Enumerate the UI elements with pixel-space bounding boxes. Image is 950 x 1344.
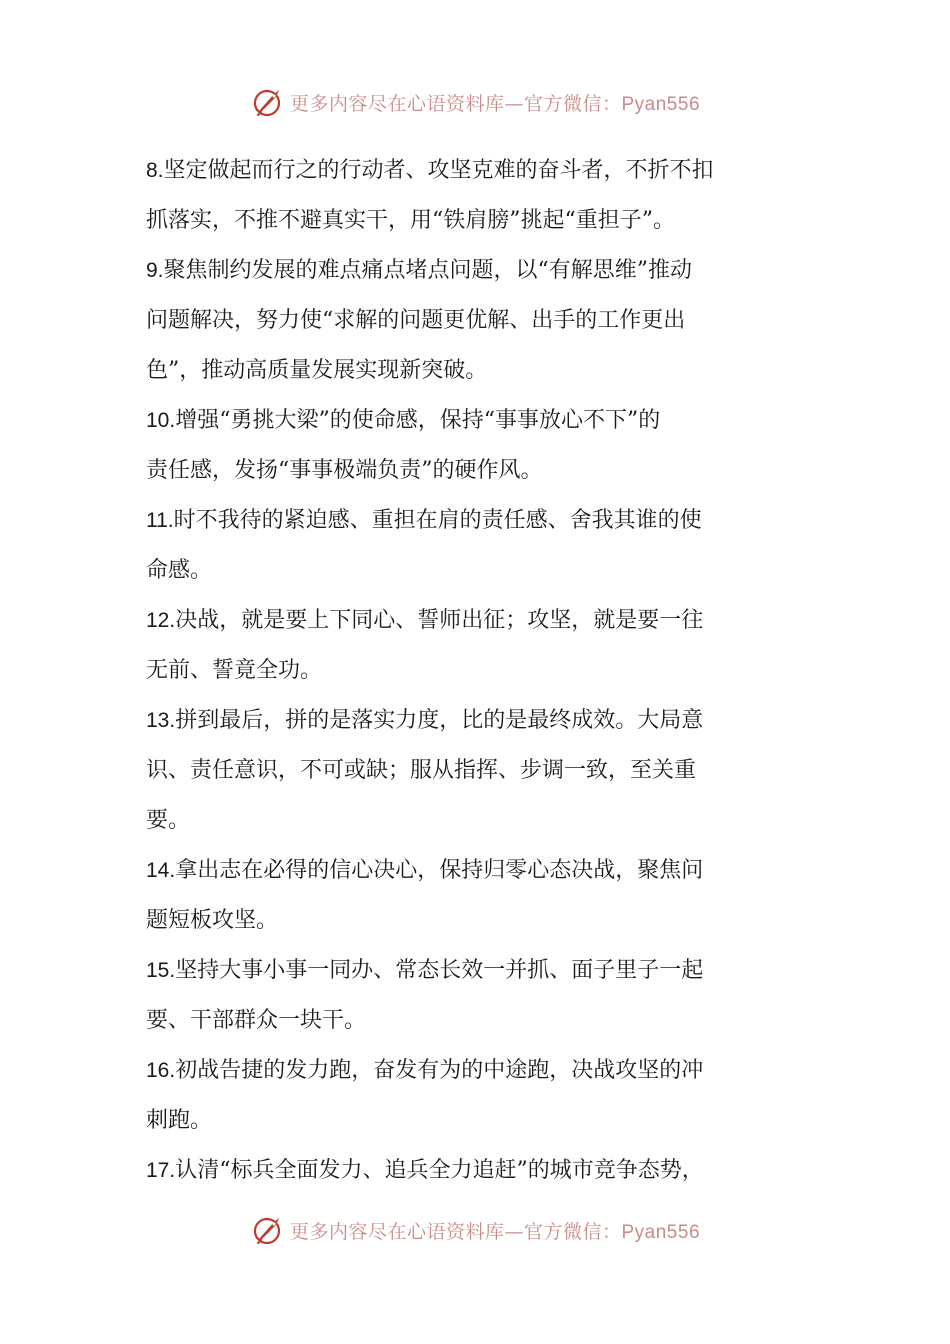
text-line <box>146 346 810 396</box>
pen-nib-logo-icon <box>250 1212 286 1248</box>
line-text: 聚焦制约发展的难点痛点堵点问题，以“有解思维”推动 <box>163 258 693 283</box>
line-text: 题短板攻坚。 <box>146 908 279 933</box>
line-text: 抓落实，不推不避真实干，用“铁肩膀”挑起“重担子”。 <box>146 208 675 233</box>
line-text: 无前、誓竟全功。 <box>146 658 323 683</box>
text-line <box>146 196 810 246</box>
line-text: 命感。 <box>146 558 213 583</box>
header-banner <box>0 82 950 122</box>
line-text: 要、干部群众一块干。 <box>146 1008 367 1033</box>
line-text: 认清“标兵全面发力、追兵全力追赶”的城市竞争态势， <box>175 1158 704 1183</box>
text-line <box>146 246 810 296</box>
item-number: 17. <box>146 1159 176 1182</box>
item-number: 14. <box>146 859 176 882</box>
text-line <box>146 1096 810 1146</box>
document-body <box>146 146 810 1196</box>
text-line <box>146 146 810 196</box>
text-line <box>146 696 810 746</box>
text-line <box>146 596 810 646</box>
item-number: 10. <box>146 409 176 432</box>
text-line <box>146 746 810 796</box>
banner-text: 更多内容尽在心语资料库—官方微信：Pyan556 <box>289 1220 701 1243</box>
line-text: 色”，推动高质量发展实现新突破。 <box>146 358 488 383</box>
item-number: 8. <box>146 159 164 182</box>
text-line <box>146 446 810 496</box>
text-line <box>146 896 810 946</box>
line-text: 识、责任意识，不可或缺；服从指挥、步调一致，至关重 <box>146 758 697 783</box>
line-text: 决战，就是要上下同心、誓师出征；攻坚，就是要一往 <box>175 608 704 633</box>
line-text: 拼到最后，拼的是落实力度，比的是最终成效。大局意 <box>175 708 704 733</box>
item-number: 12. <box>146 609 176 632</box>
wechat-id: Pyan556 <box>621 1221 701 1243</box>
line-text: 坚持大事小事一同办、常态长效一并抓、面子里子一起 <box>175 958 704 983</box>
text-line <box>146 796 810 846</box>
line-text: 责任感，发扬“事事极端负责”的硬作风。 <box>146 458 543 483</box>
text-line <box>146 1146 810 1196</box>
text-line <box>146 496 810 546</box>
item-number: 15. <box>146 959 176 982</box>
text-line <box>146 296 810 346</box>
item-number: 13. <box>146 709 176 732</box>
wechat-id: Pyan556 <box>621 93 701 115</box>
text-line <box>146 396 810 446</box>
text-line <box>146 1046 810 1096</box>
text-line <box>146 946 810 996</box>
text-line <box>146 646 810 696</box>
text-line <box>146 546 810 596</box>
text-line <box>146 996 810 1046</box>
pen-nib-logo-icon <box>250 84 286 120</box>
item-number: 11. <box>146 509 174 532</box>
line-text: 问题解决，努力使“求解的问题更优解、出手的工作更出 <box>146 308 686 333</box>
line-text: 时不我待的紧迫感、重担在肩的责任感、舍我其谁的使 <box>173 508 702 533</box>
line-text: 坚定做起而行之的行动者、攻坚克难的奋斗者，不折不扣 <box>163 158 714 183</box>
item-number: 16. <box>146 1059 176 1082</box>
item-number: 9. <box>146 259 164 282</box>
line-text: 刺跑。 <box>146 1108 213 1133</box>
line-text: 拿出志在必得的信心决心，保持归零心态决战，聚焦问 <box>175 858 704 883</box>
line-text: 初战告捷的发力跑，奋发有为的中途跑，决战攻坚的冲 <box>175 1058 704 1083</box>
banner-text: 更多内容尽在心语资料库—官方微信：Pyan556 <box>289 92 701 115</box>
footer-banner <box>0 1210 950 1250</box>
line-text: 要。 <box>146 808 191 833</box>
line-text: 增强“勇挑大梁”的使命感，保持“事事放心不下”的 <box>175 408 661 433</box>
text-line <box>146 846 810 896</box>
